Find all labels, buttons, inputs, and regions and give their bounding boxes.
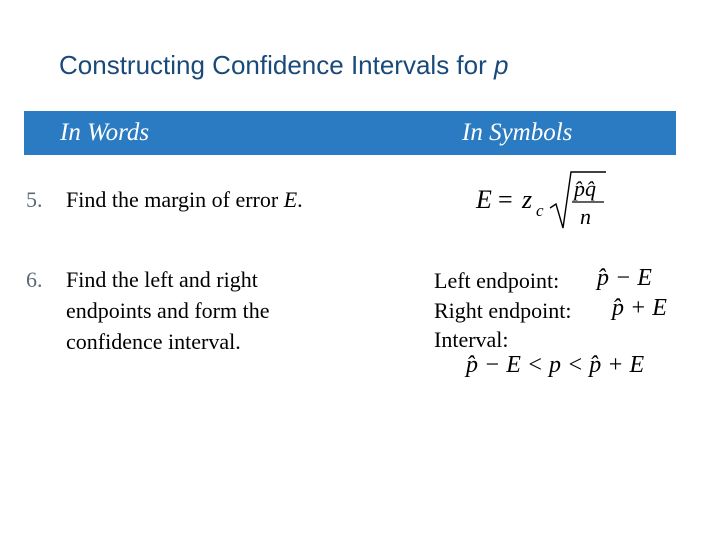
step-5-suffix: .: [297, 187, 303, 212]
formula-equals: =: [498, 185, 513, 214]
step-6-line-1: Find the left and right: [66, 267, 258, 292]
right-endpoint-label: Right endpoint:: [434, 298, 572, 323]
right-endpoint-expression: p̂ + E: [612, 295, 667, 321]
step-5-variable: E: [283, 187, 298, 212]
formula-denominator: n: [580, 204, 591, 229]
left-endpoint-label: Left endpoint:: [434, 268, 560, 293]
interval-expression: p̂ − E < p < p̂ + E: [466, 352, 645, 378]
step-6: [26, 264, 426, 360]
margin-of-error-formula: [470, 162, 620, 234]
step-5: [26, 184, 426, 216]
step-6-line-2: endpoints and form the: [66, 298, 270, 323]
formula-z-subscript: c: [536, 201, 544, 220]
formula-z: z: [522, 185, 533, 214]
slide-title: [59, 50, 508, 81]
title-variable: p: [494, 50, 509, 80]
formula-numerator: p̂q̂: [574, 176, 596, 201]
header-in-symbols: In Symbols: [462, 119, 573, 146]
step-5-text: Find the margin of error: [66, 187, 284, 212]
step-6-line-3: confidence interval.: [66, 329, 241, 354]
title-text: Constructing Confidence Intervals for: [59, 50, 494, 80]
table-header-bar: [24, 111, 676, 155]
interval-label: Interval:: [434, 327, 509, 352]
left-endpoint-expression: p̂ − E: [597, 265, 652, 291]
step-text: [66, 184, 303, 215]
formula-lhs: E: [476, 185, 492, 214]
step-number: 6.: [26, 267, 43, 292]
header-in-words: In Words: [60, 119, 150, 146]
step-number: 5.: [26, 187, 43, 212]
